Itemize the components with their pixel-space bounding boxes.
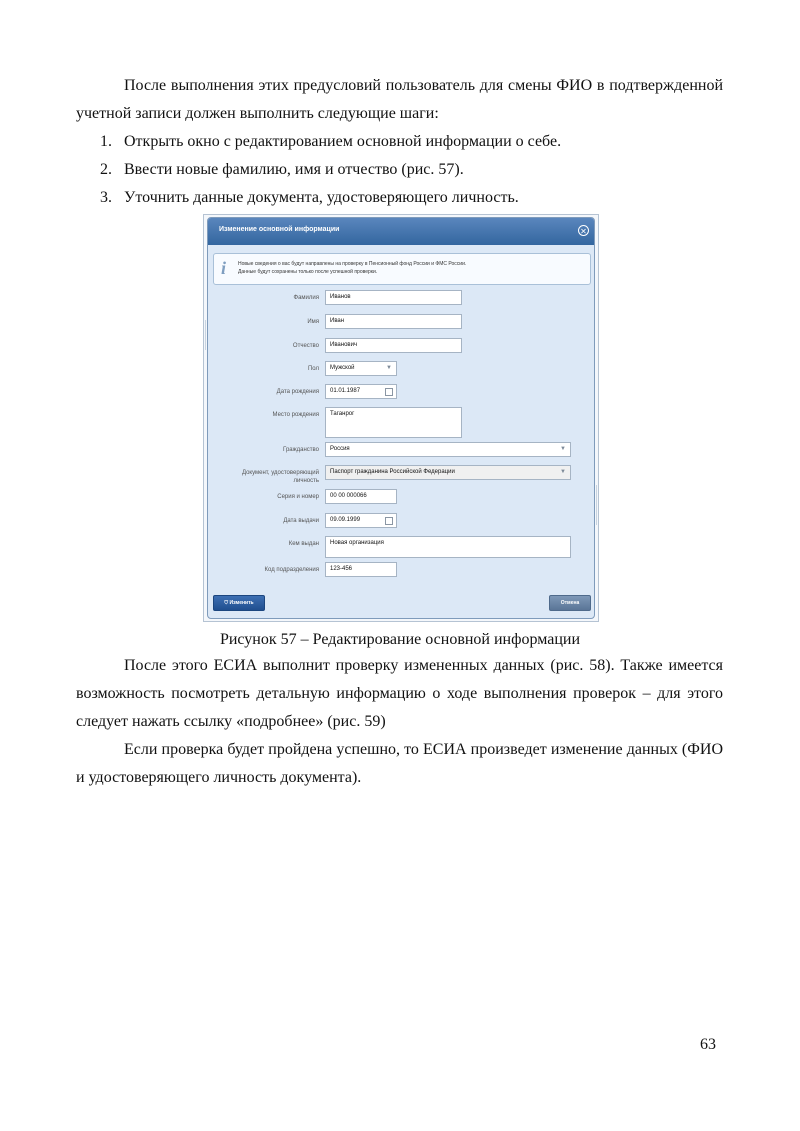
birthdate-value: 01.01.1987 [330, 388, 361, 394]
document-value: Паспорт гражданина Российской Федерации [330, 469, 455, 475]
chevron-down-icon: ▼ [560, 446, 566, 452]
document-label [211, 469, 319, 485]
step-3 [100, 184, 519, 212]
background-line [596, 485, 597, 525]
step-text: Уточнить данные документа, удостоверяющего личность. [124, 189, 519, 206]
info-box [213, 253, 591, 285]
document-select[interactable] [325, 465, 571, 480]
info-text [238, 260, 466, 276]
birthplace-field[interactable]: Таганрог [325, 407, 462, 438]
step-2 [100, 156, 464, 184]
info-line-1: Новые сведения о вас будут направлены на проверку в Пенсионный фонд России и ФМС России. [238, 261, 467, 267]
dialog-title: Изменение основной информации [219, 226, 340, 233]
dept-code-label: Код подразделения [264, 567, 319, 573]
series-field[interactable]: 00 00 000066 [325, 489, 397, 504]
calendar-icon[interactable] [385, 517, 393, 525]
info-line-2: Данные будут сохранены только после успешной проверки. [238, 269, 378, 275]
background-line [205, 320, 206, 350]
issue-date-field[interactable] [325, 513, 397, 528]
paragraph-3: Если проверка будет пройдена успешно, то ЕСИА произведет изменение данных (ФИО и удостоверяющего личность документа). [76, 741, 723, 786]
step-number: 3. [100, 189, 112, 206]
step-1 [100, 128, 561, 156]
birthplace-label: Место рождения [272, 412, 319, 418]
gender-label: Пол [307, 366, 319, 372]
citizenship-label: Гражданство [283, 447, 319, 453]
dialog-titlebar [208, 218, 594, 245]
citizenship-value: Россия [330, 446, 350, 452]
figure-screenshot [203, 214, 599, 622]
gender-select[interactable] [325, 361, 397, 376]
chevron-down-icon: ▼ [386, 365, 392, 371]
page-number: 63 [700, 1036, 716, 1053]
dept-code-field[interactable]: 123-456 [325, 562, 397, 577]
figure-caption: Рисунок 57 – Редактирование основной информации [219, 631, 581, 648]
name-field[interactable]: Иван [325, 314, 462, 329]
save-icon: ⛉ [224, 600, 229, 606]
name-label: Имя [307, 319, 319, 325]
edit-info-dialog [207, 217, 595, 619]
issue-date-value: 09.09.1999 [330, 517, 361, 523]
intro-paragraph: После выполнения этих предусловий пользователь для смены ФИО в подтвержденной учетной записи должен выполнить следующие шаги: [76, 77, 723, 122]
surname-label: Фамилия [293, 295, 319, 301]
gender-value: Мужской [330, 365, 355, 371]
save-button-label: Изменить [229, 600, 254, 606]
info-icon: i [221, 258, 227, 278]
patronymic-label: Отчество [292, 343, 319, 349]
step-number: 2. [100, 161, 112, 178]
citizenship-select[interactable] [325, 442, 571, 457]
step-number: 1. [100, 133, 112, 150]
cancel-button[interactable]: Отмена [549, 595, 591, 611]
issued-by-label: Кем выдан [288, 541, 319, 547]
close-icon[interactable]: ✕ [578, 225, 589, 236]
birthdate-field[interactable] [325, 384, 397, 399]
document-label-line-2: личность [293, 478, 319, 484]
series-label: Серия и номер [277, 494, 319, 500]
document-label-line-1: Документ, удостоверяющий [241, 470, 319, 476]
surname-field[interactable]: Иванов [325, 290, 462, 305]
step-text: Ввести новые фамилию, имя и отчество (рис. 57). [124, 161, 464, 178]
calendar-icon[interactable] [385, 388, 393, 396]
birthdate-label: Дата рождения [276, 389, 319, 395]
step-text: Открыть окно с редактированием основной информации о себе. [124, 133, 562, 150]
issued-by-field[interactable]: Новая организация [325, 536, 571, 558]
save-button[interactable] [213, 595, 265, 611]
patronymic-field[interactable]: Иванович [325, 338, 462, 353]
paragraph-2: После этого ЕСИА выполнит проверку измененных данных (рис. 58). Также имеется возможность посмотреть детальную информацию о ходе выполнения проверок – для этого следует нажать ссылку «подробнее» (рис. 59) [76, 657, 723, 730]
chevron-down-icon: ▼ [560, 469, 566, 475]
issue-date-label: Дата выдачи [283, 518, 319, 524]
